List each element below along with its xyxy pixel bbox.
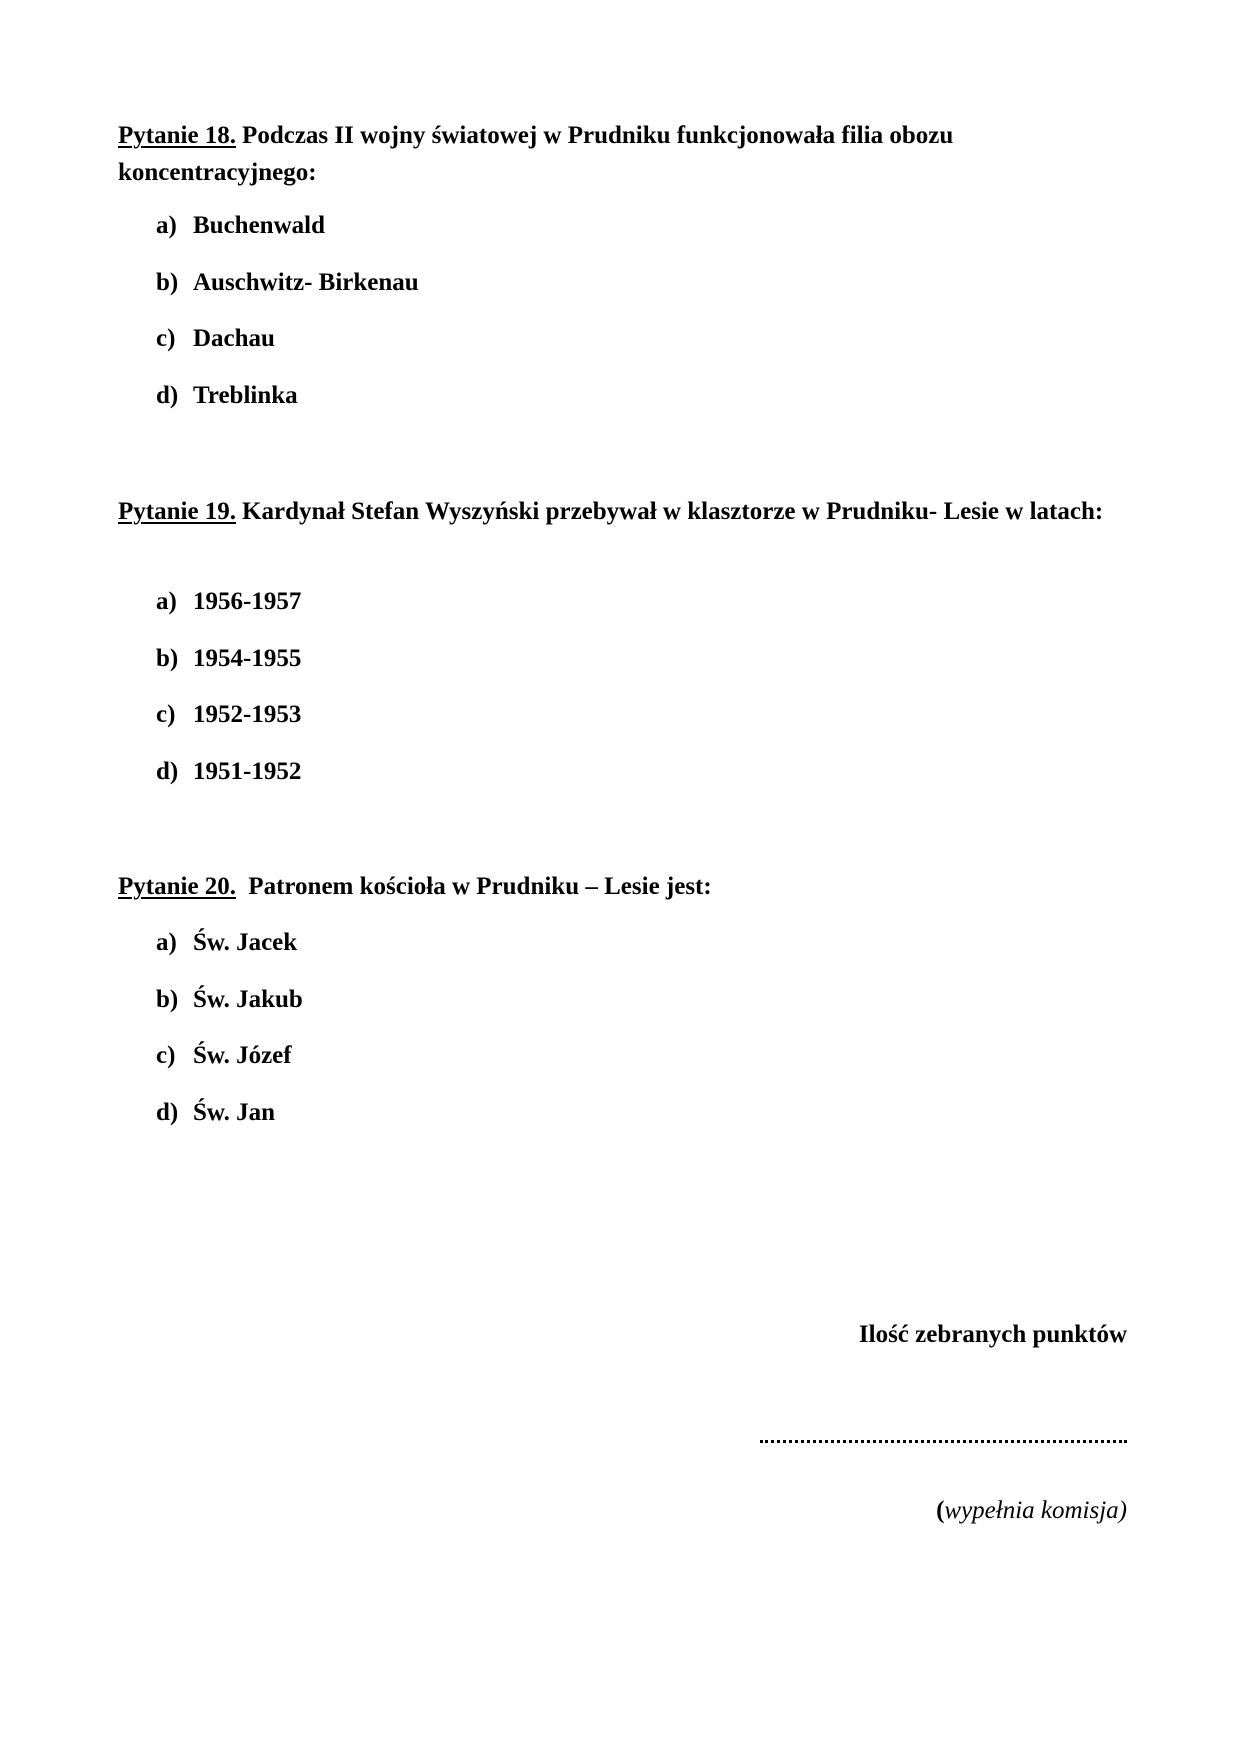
answer-letter: a) bbox=[156, 212, 177, 239]
question-text: Podczas II wojny światowej w Prudniku funkcjonowała filia obozu koncentracyjnego: bbox=[118, 122, 954, 186]
answer-text: Św. Józef bbox=[193, 1042, 292, 1069]
question-20 bbox=[118, 868, 1128, 905]
answer-letter: c) bbox=[156, 325, 176, 352]
answer-list-18 bbox=[156, 211, 419, 437]
score-fill-line bbox=[760, 1430, 1127, 1443]
question-19 bbox=[118, 493, 1128, 530]
answer-option bbox=[156, 928, 303, 985]
score-label: Ilość zebranych punktów bbox=[858, 1321, 1127, 1348]
answer-option bbox=[156, 1041, 303, 1098]
answer-option bbox=[156, 700, 301, 757]
question-text: Patronem kościoła w Prudniku – Lesie jest: bbox=[242, 873, 712, 900]
committee-note-text: wypełnia komisja) bbox=[944, 1497, 1127, 1524]
answer-text: 1951-1952 bbox=[193, 757, 302, 785]
answer-letter: b) bbox=[156, 644, 179, 672]
answer-text: Św. Jakub bbox=[193, 985, 303, 1013]
answer-text: 1952-1953 bbox=[193, 701, 302, 728]
answer-letter: a) bbox=[156, 588, 177, 615]
answer-letter: b) bbox=[156, 268, 179, 296]
answer-text: Buchenwald bbox=[193, 212, 325, 239]
answer-option bbox=[156, 268, 419, 325]
answer-option bbox=[156, 587, 301, 644]
answer-letter: b) bbox=[156, 985, 179, 1013]
answer-list-19 bbox=[156, 587, 301, 813]
answer-text: Treblinka bbox=[193, 381, 298, 409]
answer-text: 1956-1957 bbox=[193, 588, 302, 615]
answer-option bbox=[156, 324, 419, 381]
question-number: Pytanie 18. bbox=[118, 122, 237, 149]
question-number: Pytanie 19. bbox=[118, 498, 237, 525]
answer-text: 1954-1955 bbox=[193, 644, 302, 672]
answer-letter: d) bbox=[156, 1098, 179, 1126]
committee-note-paren: ( bbox=[936, 1497, 945, 1524]
question-18 bbox=[118, 117, 1128, 191]
answer-text: Św. Jan bbox=[193, 1098, 275, 1126]
answer-text: Dachau bbox=[193, 325, 275, 352]
question-text: Kardynał Stefan Wyszyński przebywał w klasztorze w Prudniku- Lesie w latach: bbox=[242, 498, 1104, 525]
answer-option bbox=[156, 211, 419, 268]
answer-option bbox=[156, 757, 301, 814]
answer-option bbox=[156, 985, 303, 1042]
answer-option bbox=[156, 644, 301, 701]
committee-note bbox=[936, 1496, 1127, 1526]
answer-letter: a) bbox=[156, 929, 177, 956]
answer-text: Auschwitz- Birkenau bbox=[193, 268, 419, 296]
answer-letter: d) bbox=[156, 381, 179, 409]
question-number: Pytanie 20. bbox=[118, 873, 237, 900]
answer-option bbox=[156, 1098, 303, 1155]
answer-letter: c) bbox=[156, 1042, 176, 1069]
answer-option bbox=[156, 381, 419, 438]
answer-letter: c) bbox=[156, 701, 176, 728]
answer-text: Św. Jacek bbox=[193, 929, 298, 956]
answer-list-20 bbox=[156, 928, 303, 1154]
answer-letter: d) bbox=[156, 757, 179, 785]
